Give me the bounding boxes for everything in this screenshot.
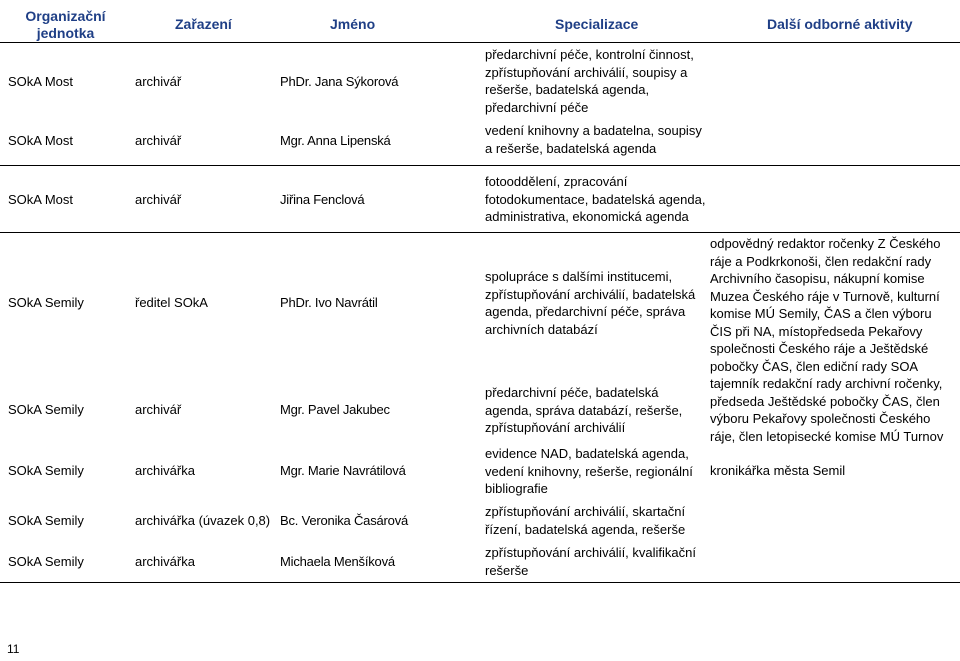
header-rule [0, 42, 960, 43]
row8-name: Michaela Menšíková [280, 554, 395, 569]
row6-name: Mgr. Marie Navrátilová [280, 463, 406, 478]
row7-specialization: zpřístupňování archiválií, skartační řízení, badatelská agenda, rešerše [485, 504, 686, 537]
row5-other: tajemník redakční rady archivní ročenky, předseda Ještědské pobočky ČAS, člen výboru Pekařovy společnosti Českého ráje, člen letopisecké komise MÚ Turnov [710, 376, 944, 444]
row6-position: archivářka [135, 463, 195, 478]
row3-position: archivář [135, 192, 182, 207]
row5-position: archivář [135, 402, 182, 417]
row2-specialization: vedení knihovny a badatelna, soupisy a rešerše, badatelská agenda [485, 123, 702, 156]
row7-name: Bc. Veronika Časárová [280, 513, 409, 528]
row4-position: ředitel SOkA [135, 295, 208, 310]
row3-unit: SOkA Most [8, 192, 74, 207]
row8-position: archivářka [135, 554, 195, 569]
row8-unit: SOkA Semily [8, 554, 84, 569]
row7-position: archivářka (úvazek 0,8) [135, 513, 271, 528]
row3-name: Jiřina Fenclová [280, 192, 365, 207]
row3-specialization: fotooddělení, zpracování fotodokumentace, badatelská agenda, administrativa, ekonomická agenda [485, 174, 706, 224]
row2-position: archivář [135, 133, 182, 148]
row7-unit: SOkA Semily [8, 513, 84, 528]
header-name: Jméno [330, 16, 376, 32]
row5-name: Mgr. Pavel Jakubec [280, 402, 390, 417]
row6-unit: SOkA Semily [8, 463, 84, 478]
row1-name: PhDr. Jana Sýkorová [280, 74, 399, 89]
row2-name: Mgr. Anna Lipenská [280, 133, 391, 148]
section-rule-1 [0, 165, 960, 166]
section-rule-2 [0, 232, 960, 233]
row6-specialization: evidence NAD, badatelská agenda, vedení knihovny, rešerše, regionální bibliografie [485, 446, 693, 496]
header-other: Další odborné aktivity [767, 16, 913, 32]
table-bottom-rule [0, 582, 960, 583]
row1-specialization: předarchivní péče, kontrolní činnost, zpřístupňování archiválií, soupisy a rešerše, badatelská agenda, předarchivní péče [485, 47, 694, 115]
row5-unit: SOkA Semily [8, 402, 84, 417]
page-number: 11 [7, 642, 20, 656]
row4-other: odpovědný redaktor ročenky Z Českého ráje a Podkrkonoši, člen redakční rady Archivního časopisu, nákupní komise Muzea Českého ráje v Turnově, kulturní komise MÚ Semily, ČAS a člen výboru ČIS při NA, místopředseda Pekařovy společnosti Českého ráje a Ještědské pobočky ČAS, člen ediční rady SOA [710, 236, 941, 374]
header-position: Zařazení [175, 16, 232, 32]
row4-unit: SOkA Semily [8, 295, 84, 310]
header-unit: Organizační jednotka [25, 8, 106, 41]
row6-other: kronikářka města Semil [710, 463, 846, 478]
row8-specialization: zpřístupňování archiválií, kvalifikační rešerše [485, 545, 696, 578]
row4-specialization: spolupráce s dalšími institucemi, zpřístupňování archiválií, badatelská agenda, předarchivní péče, správa archivních databází [485, 269, 696, 337]
row5-specialization: předarchivní péče, badatelská agenda, správa databází, rešerše, zpřístupňování archiválií [485, 385, 683, 435]
header-specialization: Specializace [555, 16, 639, 32]
row1-unit: SOkA Most [8, 74, 74, 89]
row2-unit: SOkA Most [8, 133, 74, 148]
row4-name: PhDr. Ivo Navrátil [280, 295, 378, 310]
row1-position: archivář [135, 74, 182, 89]
